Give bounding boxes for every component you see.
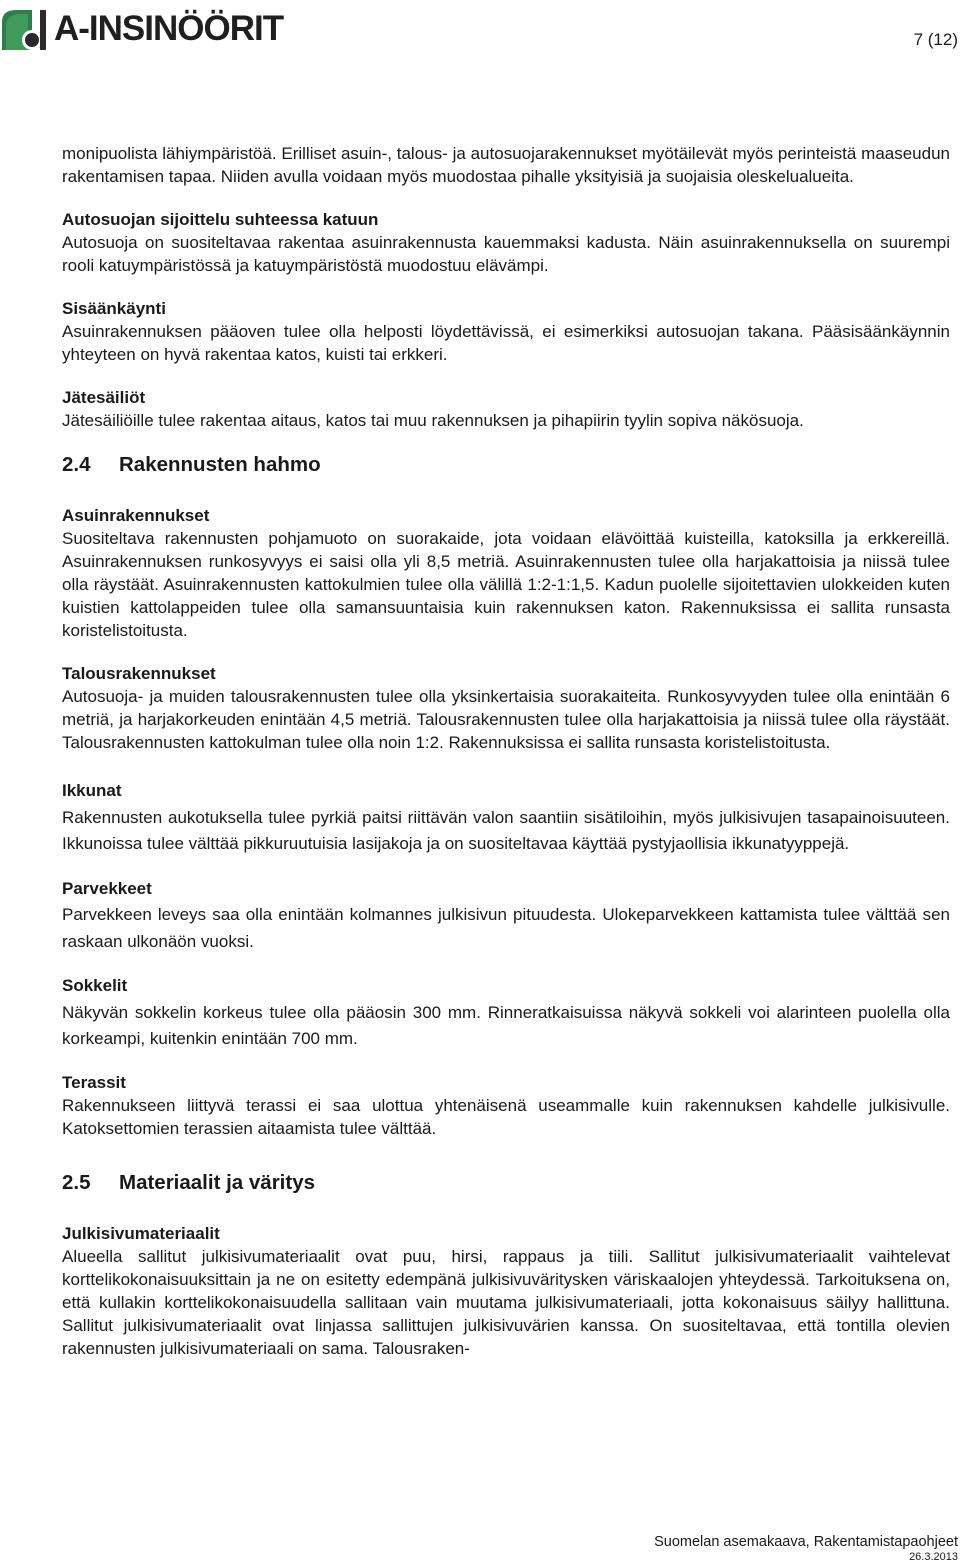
chapter-title: Materiaalit ja väritys: [119, 1170, 315, 1194]
logo-mark-icon: [2, 6, 48, 52]
chapter-title: Rakennusten hahmo: [119, 453, 321, 476]
section-jatesailiot: [62, 386, 950, 432]
footer-date: 26.3.2013: [909, 1551, 958, 1563]
section-heading: Talousrakennukset: [62, 664, 216, 683]
page-footer: [654, 1533, 958, 1564]
chapter-number: 2.5: [62, 1170, 91, 1194]
page-number: 7 (12): [913, 30, 958, 49]
section-heading: Sisäänkäynti: [62, 299, 166, 318]
section-heading: Asuinrakennukset: [62, 506, 210, 525]
paragraph: Asuinrakennuksen pääoven tulee olla helposti löydettävissä, ei esimerkiksi autosuojan takana. Pääsisäänkäynnin yhteyteen on hyvä rakentaa katos, kuisti tai erkkeri.: [62, 322, 950, 364]
section-terassit: [62, 1071, 950, 1140]
paragraph: Parvekkeen leveys saa olla enintään kolmannes julkisivun pituudesta. Ulokeparvekkeen kattamista tulee välttää sen raskaan ulkonäön vuoksi.: [62, 905, 950, 951]
paragraph: Rakennukseen liittyvä terassi ei saa ulottua yhtenäisenä useammalle kuin rakennuksen kahdelle julkisivulle. Katoksettomien terassien aitaamista tulee välttää.: [62, 1095, 950, 1138]
paragraph: Jätesäiliöille tulee rakentaa aitaus, katos tai muu rakennuksen ja pihapiirin tyylin sopiva näkösuoja.: [62, 411, 804, 430]
document-body: [62, 142, 950, 1380]
chapter-number: 2.4: [62, 453, 91, 476]
section-parvekkeet: [62, 876, 950, 956]
section-heading: Sokkelit: [62, 976, 128, 995]
paragraph: Suositeltava rakennusten pohjamuoto on suorakaide, jota voidaan elävöittää kuisteilla, katoksilla ja erkkereillä. Asuinrakennuksen runkosyvyys ei saisi olla yli 8,5 metriä. Asuinrakennusten tulee olla harjakattoisia ja niissä tulee olla räystäät. Asuinrakennusten kattokulmien tulee olla välillä 1:2-1:1,5. Kadun puolelle sijoitettavien ulokkeiden kuten kuistien kattolappeiden tulee olla samansuuntaisia kuin rakennuksen katon. Rakennuksissa ei sallita runsasta koristelistoitusta.: [62, 529, 950, 640]
paragraph: Alueella sallitut julkisivumateriaalit ovat puu, hirsi, rappaus ja tiili. Sallitut julkisivumateriaalit vaihtelevat korttelikokonaisuuksittain ja ne on esitetty edempänä julkisivuväritysken väriskaalojen yhteydessä. Tarkoituksena on, että kullakin korttelikokonaisuudella sallitaan vain muutama julkisivumateriaali, jotta kokonaisuus säilyy hallittuna. Sallitut julkisivumateriaalit ovat linjassa sallittujen julkisivuvärien kanssa. On suositeltavaa, että tontilla olevien rakennusten julkisivumateriaali on sama. Talousraken-: [62, 1246, 950, 1358]
section-heading: Terassit: [62, 1072, 126, 1092]
section-sokkelit: [62, 973, 950, 1053]
chapter-heading-2-5: [62, 1170, 950, 1196]
paragraph: Näkyvän sokkelin korkeus tulee olla pääosin 300 mm. Rinneratkaisuissa näkyvä sokkeli voi alarinteen puolella olla korkeampi, kuitenkin enintään 700 mm.: [62, 1002, 950, 1048]
footer-title: Suomelan asemakaava, Rakentamistapaohjeet: [654, 1534, 958, 1550]
company-logo: [2, 6, 283, 52]
chapter-heading-2-4: [62, 452, 950, 478]
section-heading: Autosuojan sijoittelu suhteessa katuun: [62, 210, 379, 229]
section-heading: Jätesäiliöt: [62, 388, 146, 407]
section-talousrakennukset: [62, 662, 950, 754]
section-heading: Julkisivumateriaalit: [62, 1223, 220, 1243]
section-autosuoja: [62, 208, 950, 277]
section-asuinrakennukset: [62, 504, 950, 642]
paragraph: Rakennusten aukotuksella tulee pyrkiä paitsi riittävän valon saantiin sisätiloihin, myös julkisivujen tasapainoisuuteen. Ikkunoissa tulee välttää pikkuruutuisia lasijakoja ja on suositeltavaa käyttää pystyjaollisia ikkunatyyppejä.: [62, 807, 950, 853]
logo-text: A-INSINÖÖRIT: [54, 9, 284, 48]
paragraph: monipuolista lähiympäristöä. Erilliset asuin-, talous- ja autosuojarakennukset myötäilevät myös perinteistä maaseudun rakentamisen tapaa. Niiden avulla voidaan myös muodostaa pihalle yksityisiä ja suojaisia oleskelualueita.: [62, 144, 950, 186]
paragraph: Autosuoja on suositeltavaa rakentaa asuinrakennusta kauemmaksi kadusta. Näin asuinrakennuksella on suurempi rooli katuympäristössä ja katuympäristöstä muodostuu elävämpi.: [62, 233, 950, 275]
paragraph: Autosuoja- ja muiden talousrakennusten tulee olla yksinkertaisia suorakaiteita. Runkosyvyyden tulee olla enintään 6 metriä, ja harjakorkeuden enintään 4,5 metriä. Talousrakennusten tulee olla harjakattoisia ja niissä tulee olla räystäät. Talousrakennusten kattokulman tulee olla noin 1:2. Rakennuksissa ei sallita runsasta koristelistoitusta.: [62, 687, 950, 752]
section-heading: Ikkunat: [62, 781, 122, 800]
intro-section: [62, 142, 950, 188]
section-ikkunat: [62, 778, 950, 858]
section-heading: Parvekkeet: [62, 878, 152, 898]
section-sisaankaynti: [62, 297, 950, 366]
section-julkisivumateriaalit: [62, 1222, 950, 1360]
